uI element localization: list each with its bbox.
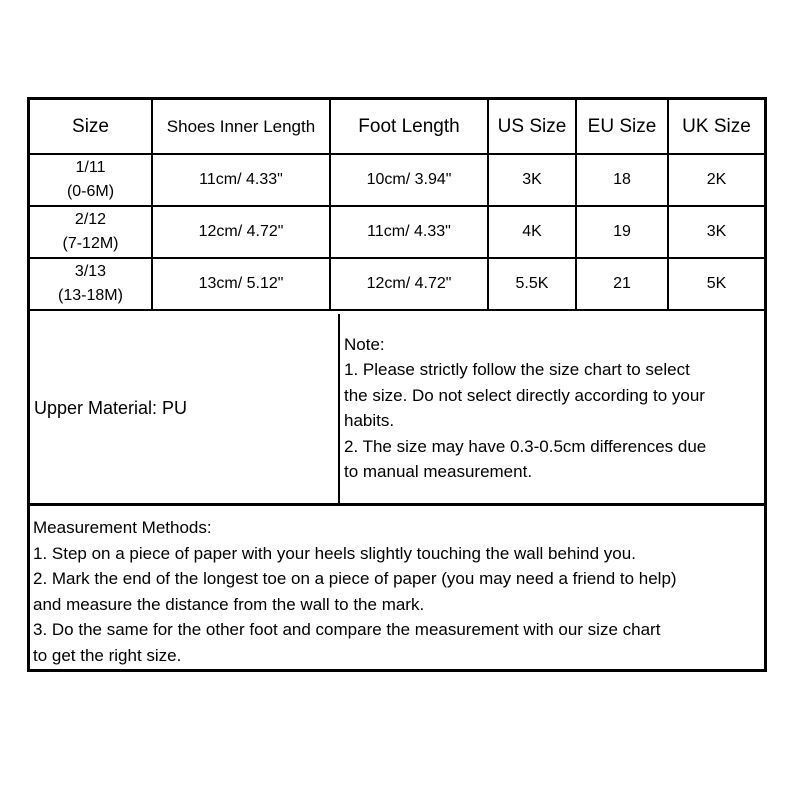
eu-size-cell: 18 (576, 154, 668, 206)
table-row (30, 206, 764, 258)
note-line: 1. Please strictly follow the size chart to select (344, 360, 690, 380)
us-size-cell: 5.5K (488, 258, 576, 310)
header-size: Size (30, 100, 152, 154)
inner-length-cell: 11cm/ 4.33" (152, 154, 330, 206)
foot-length-cell: 11cm/ 4.33" (330, 206, 488, 258)
header-eu-size: EU Size (576, 100, 668, 154)
header-shoes-inner-length: Shoes Inner Length (152, 100, 330, 154)
note-title: Note: (344, 335, 385, 354)
header-us-size: US Size (488, 100, 576, 154)
eu-size-cell: 21 (576, 258, 668, 310)
table-row (30, 258, 764, 310)
note-line: the size. Do not select directly according to your (344, 385, 705, 405)
measurement-line: to get the right size. (33, 645, 182, 665)
uk-size-cell: 2K (668, 154, 764, 206)
age-range: (0-6M) (66, 183, 115, 200)
us-size-cell: 3K (488, 154, 576, 206)
note-section (340, 314, 764, 503)
note-line: to manual measurement. (344, 462, 533, 482)
age-range: (13-18M) (58, 287, 123, 304)
measurement-line: 1. Step on a piece of paper with your heels slightly touching the wall behind you. (33, 543, 636, 563)
measurement-section (30, 506, 764, 669)
size-cell (30, 258, 152, 310)
inner-length-cell: 13cm/ 5.12" (152, 258, 330, 310)
note-line: habits. (344, 411, 395, 431)
size-label: 2/12 (74, 211, 107, 228)
header-uk-size: UK Size (668, 100, 764, 154)
uk-size-cell: 5K (668, 258, 764, 310)
size-label: 3/13 (74, 263, 107, 280)
size-chart (27, 97, 767, 672)
table-header-row (30, 100, 764, 154)
header-foot-length: Foot Length (330, 100, 488, 154)
upper-material-text: Upper Material: PU (34, 398, 188, 418)
measurement-line: and measure the distance from the wall to the mark. (33, 594, 425, 614)
inner-length-cell: 12cm/ 4.72" (152, 206, 330, 258)
size-table (30, 100, 764, 311)
measurement-line: 3. Do the same for the other foot and compare the measurement with our size chart (33, 620, 661, 640)
foot-length-cell: 12cm/ 4.72" (330, 258, 488, 310)
measurement-line: 2. Mark the end of the longest toe on a piece of paper (you may need a friend to help) (33, 569, 677, 589)
note-line: 2. The size may have 0.3-0.5cm differences due (344, 436, 707, 456)
foot-length-cell: 10cm/ 3.94" (330, 154, 488, 206)
size-cell (30, 154, 152, 206)
eu-size-cell: 19 (576, 206, 668, 258)
measurement-title: Measurement Methods: (33, 518, 212, 537)
us-size-cell: 4K (488, 206, 576, 258)
size-cell (30, 206, 152, 258)
material-section (30, 314, 340, 503)
uk-size-cell: 3K (668, 206, 764, 258)
age-range: (7-12M) (62, 235, 119, 252)
size-label: 1/11 (75, 159, 106, 176)
table-row (30, 154, 764, 206)
